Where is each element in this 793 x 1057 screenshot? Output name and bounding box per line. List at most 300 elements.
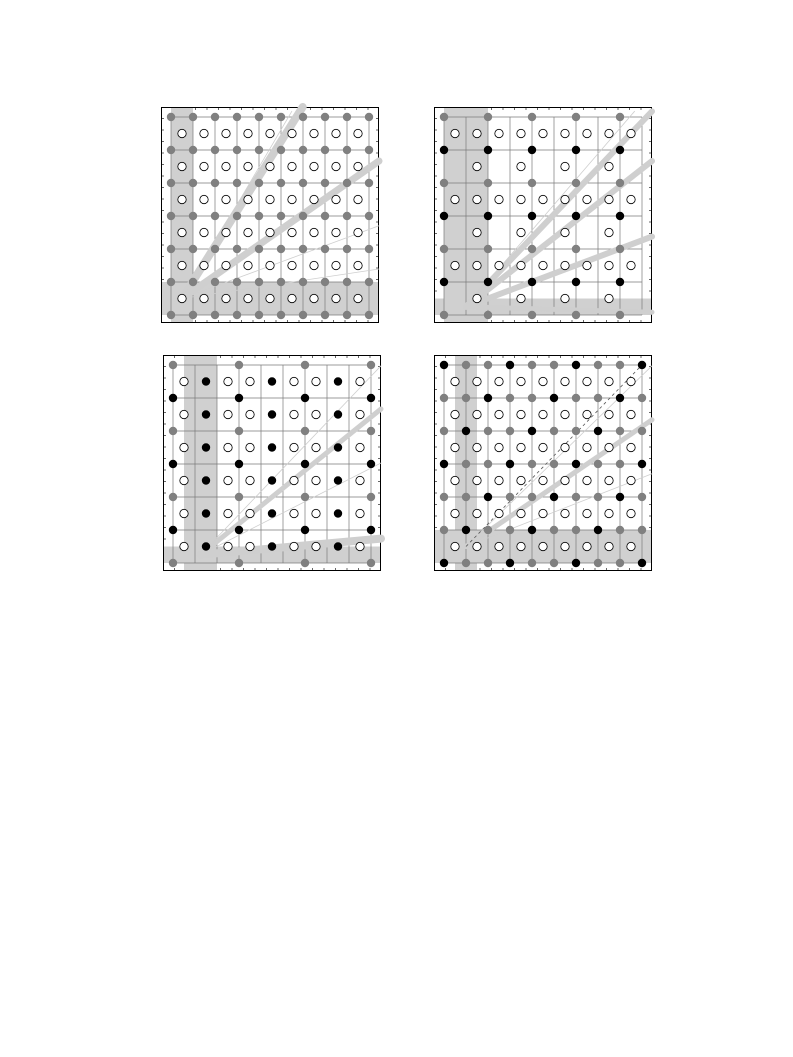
open-dot [539, 443, 547, 451]
open-dot [200, 129, 208, 137]
grey-dot [440, 427, 448, 435]
grey-dot [484, 245, 492, 253]
open-dot [224, 377, 232, 385]
grey-dot [343, 113, 351, 121]
grey-dot [506, 427, 514, 435]
open-dot [354, 261, 362, 269]
grey-dot [255, 179, 263, 187]
open-dot [224, 443, 232, 451]
grey-dot [299, 245, 307, 253]
open-dot [583, 476, 591, 484]
grey-dot [367, 427, 375, 435]
open-dot [539, 509, 547, 517]
grey-dot [301, 559, 309, 567]
open-dot [627, 261, 635, 269]
grey-dot [167, 278, 175, 286]
grey-dot [189, 212, 197, 220]
black-dot [301, 394, 309, 402]
black-dot [268, 509, 276, 517]
open-dot [495, 261, 503, 269]
black-dot [528, 278, 536, 286]
grey-dot [528, 311, 536, 319]
grey-dot [572, 179, 580, 187]
open-dot [495, 377, 503, 385]
open-dot [180, 443, 188, 451]
open-dot [605, 443, 613, 451]
open-dot [473, 410, 481, 418]
grey-dot [365, 278, 373, 286]
grey-dot [167, 311, 175, 319]
grey-dot [233, 179, 241, 187]
grey-dot [277, 212, 285, 220]
open-dot [222, 228, 230, 236]
black-dot [616, 493, 624, 501]
lattice-diagram-top-right [434, 107, 652, 323]
grey-dot [484, 460, 492, 468]
open-dot [561, 195, 569, 203]
grey-dot [343, 311, 351, 319]
open-dot [627, 443, 635, 451]
open-dot [517, 195, 525, 203]
open-dot [583, 542, 591, 550]
open-dot [224, 476, 232, 484]
open-dot [605, 377, 613, 385]
open-dot [539, 195, 547, 203]
grey-dot [189, 245, 197, 253]
black-dot [334, 476, 342, 484]
open-dot [451, 261, 459, 269]
grey-dot [462, 559, 470, 567]
grey-dot [462, 361, 470, 369]
black-dot [572, 361, 580, 369]
grey-dot [572, 245, 580, 253]
black-dot [440, 212, 448, 220]
open-dot [605, 195, 613, 203]
open-dot [605, 410, 613, 418]
grey-dot [301, 493, 309, 501]
grey-dot [365, 146, 373, 154]
open-dot [517, 476, 525, 484]
open-dot [583, 377, 591, 385]
black-dot [268, 476, 276, 484]
grey-dot [299, 179, 307, 187]
black-dot [301, 526, 309, 534]
black-dot [550, 493, 558, 501]
grey-dot [233, 146, 241, 154]
open-dot [222, 162, 230, 170]
open-dot [200, 195, 208, 203]
open-dot [288, 261, 296, 269]
open-dot [627, 410, 635, 418]
grey-dot [233, 212, 241, 220]
grey-dot [169, 361, 177, 369]
grey-dot [365, 179, 373, 187]
grey-dot [189, 278, 197, 286]
black-dot [334, 443, 342, 451]
grey-dot [343, 278, 351, 286]
open-dot [473, 476, 481, 484]
open-dot [561, 377, 569, 385]
open-dot [473, 542, 481, 550]
black-dot [616, 212, 624, 220]
grey-dot [167, 146, 175, 154]
open-dot [356, 476, 364, 484]
open-dot [451, 195, 459, 203]
open-dot [495, 542, 503, 550]
open-dot [561, 443, 569, 451]
black-dot [169, 394, 177, 402]
black-dot [506, 361, 514, 369]
open-dot [312, 410, 320, 418]
grey-dot [343, 245, 351, 253]
black-dot [572, 212, 580, 220]
grey-dot [528, 361, 536, 369]
black-dot [462, 427, 470, 435]
black-dot [616, 146, 624, 154]
grey-dot [506, 394, 514, 402]
open-dot [178, 261, 186, 269]
open-dot [246, 476, 254, 484]
open-dot [356, 443, 364, 451]
grey-dot [167, 179, 175, 187]
grey-dot [550, 460, 558, 468]
black-dot [169, 460, 177, 468]
black-dot [268, 410, 276, 418]
open-dot [539, 542, 547, 550]
grey-dot [365, 113, 373, 121]
open-dot [312, 476, 320, 484]
open-dot [246, 443, 254, 451]
open-dot [200, 228, 208, 236]
open-dot [356, 542, 364, 550]
black-dot [268, 542, 276, 550]
open-dot [561, 476, 569, 484]
open-dot [332, 195, 340, 203]
grey-dot [616, 427, 624, 435]
open-dot [244, 129, 252, 137]
black-dot [638, 559, 646, 567]
open-dot [473, 195, 481, 203]
grey-dot [277, 245, 285, 253]
grey-dot [235, 493, 243, 501]
open-dot [244, 195, 252, 203]
black-dot [528, 427, 536, 435]
open-dot [246, 509, 254, 517]
grey-dot [550, 427, 558, 435]
open-dot [495, 476, 503, 484]
open-dot [266, 294, 274, 302]
open-dot [310, 294, 318, 302]
open-dot [539, 476, 547, 484]
open-dot [310, 162, 318, 170]
open-dot [627, 509, 635, 517]
grey-dot [462, 493, 470, 501]
grey-dot [616, 361, 624, 369]
grey-dot [277, 113, 285, 121]
black-dot [594, 526, 602, 534]
grey-dot [440, 526, 448, 534]
grey-dot [169, 493, 177, 501]
black-dot [367, 394, 375, 402]
grey-dot [616, 113, 624, 121]
open-dot [561, 129, 569, 137]
open-dot [605, 162, 613, 170]
grey-dot [616, 245, 624, 253]
open-dot [451, 410, 459, 418]
open-dot [356, 509, 364, 517]
open-dot [310, 228, 318, 236]
open-dot [354, 195, 362, 203]
open-dot [473, 294, 481, 302]
open-dot [473, 129, 481, 137]
grey-dot [616, 559, 624, 567]
grey-dot [167, 113, 175, 121]
open-dot [495, 509, 503, 517]
grey-dot [484, 361, 492, 369]
open-dot [312, 542, 320, 550]
open-dot [180, 410, 188, 418]
black-dot [638, 361, 646, 369]
panel-top-left [161, 107, 379, 323]
open-dot [266, 129, 274, 137]
black-dot [550, 394, 558, 402]
grey-dot [572, 493, 580, 501]
open-dot [561, 410, 569, 418]
open-dot [290, 410, 298, 418]
grey-dot [211, 212, 219, 220]
open-dot [451, 509, 459, 517]
open-dot [583, 509, 591, 517]
open-dot [180, 377, 188, 385]
grey-dot [572, 427, 580, 435]
grey-dot [255, 113, 263, 121]
black-dot [334, 377, 342, 385]
open-dot [451, 476, 459, 484]
black-dot [268, 377, 276, 385]
grey-dot [638, 427, 646, 435]
grey-dot [299, 113, 307, 121]
open-dot [288, 129, 296, 137]
grey-dot [277, 311, 285, 319]
grey-dot [462, 460, 470, 468]
grey-dot [638, 394, 646, 402]
open-dot [266, 195, 274, 203]
open-dot [246, 377, 254, 385]
open-dot [290, 476, 298, 484]
grey-dot [528, 493, 536, 501]
open-dot [517, 162, 525, 170]
black-dot [484, 146, 492, 154]
open-dot [517, 509, 525, 517]
black-dot [638, 460, 646, 468]
black-dot [334, 410, 342, 418]
grey-dot [255, 278, 263, 286]
open-dot [222, 294, 230, 302]
open-dot [561, 228, 569, 236]
open-dot [180, 542, 188, 550]
open-dot [244, 294, 252, 302]
black-dot [440, 460, 448, 468]
grey-dot [277, 179, 285, 187]
open-dot [266, 228, 274, 236]
panel-top-right [434, 107, 652, 323]
black-dot [616, 278, 624, 286]
open-dot [178, 162, 186, 170]
black-dot [572, 559, 580, 567]
open-dot [605, 228, 613, 236]
open-dot [495, 410, 503, 418]
black-dot [572, 460, 580, 468]
grey-dot [299, 146, 307, 154]
grey-dot [528, 179, 536, 187]
open-dot [224, 542, 232, 550]
open-dot [244, 162, 252, 170]
black-dot [572, 278, 580, 286]
grey-dot [255, 245, 263, 253]
open-dot [605, 129, 613, 137]
open-dot [310, 195, 318, 203]
open-dot [266, 162, 274, 170]
grey-dot [169, 427, 177, 435]
open-dot [222, 195, 230, 203]
open-dot [517, 261, 525, 269]
grey-dot [211, 245, 219, 253]
open-dot [224, 410, 232, 418]
open-dot [310, 129, 318, 137]
grey-dot [299, 278, 307, 286]
grey-dot [616, 311, 624, 319]
grey-dot [233, 311, 241, 319]
grey-dot [321, 179, 329, 187]
grey-dot [528, 460, 536, 468]
grey-dot [367, 559, 375, 567]
grey-dot [550, 526, 558, 534]
open-dot [178, 294, 186, 302]
grey-dot [233, 113, 241, 121]
panel-bottom-left [163, 355, 381, 571]
grey-dot [550, 559, 558, 567]
grey-dot [572, 394, 580, 402]
grey-dot [484, 559, 492, 567]
open-dot [288, 294, 296, 302]
open-dot [473, 162, 481, 170]
black-dot [484, 212, 492, 220]
grey-dot [189, 311, 197, 319]
grey-dot [365, 245, 373, 253]
grey-dot [189, 113, 197, 121]
grey-dot [301, 427, 309, 435]
open-dot [332, 261, 340, 269]
black-dot [506, 559, 514, 567]
open-dot [605, 294, 613, 302]
grey-dot [440, 311, 448, 319]
grey-dot [321, 245, 329, 253]
grey-dot [211, 179, 219, 187]
grey-dot [301, 361, 309, 369]
grey-dot [594, 460, 602, 468]
black-dot [301, 460, 309, 468]
open-dot [178, 195, 186, 203]
open-dot [246, 542, 254, 550]
open-dot [473, 261, 481, 269]
open-dot [224, 509, 232, 517]
lattice-diagram-bottom-right [434, 355, 652, 571]
open-dot [266, 261, 274, 269]
grey-dot [167, 212, 175, 220]
black-dot [572, 146, 580, 154]
grey-dot [594, 361, 602, 369]
grey-dot [343, 212, 351, 220]
black-dot [484, 493, 492, 501]
grey-dot [321, 113, 329, 121]
black-dot [616, 394, 624, 402]
open-dot [180, 509, 188, 517]
open-dot [473, 377, 481, 385]
grey-dot [277, 278, 285, 286]
grey-dot [211, 146, 219, 154]
black-dot [367, 526, 375, 534]
grey-dot [484, 311, 492, 319]
black-dot [202, 377, 210, 385]
grey-dot [277, 146, 285, 154]
open-dot [561, 261, 569, 269]
open-dot [332, 294, 340, 302]
open-dot [561, 509, 569, 517]
open-dot [200, 162, 208, 170]
open-dot [354, 228, 362, 236]
open-dot [539, 129, 547, 137]
black-dot [484, 394, 492, 402]
grey-dot [484, 179, 492, 187]
grey-dot [299, 311, 307, 319]
grey-dot [343, 146, 351, 154]
grey-dot [440, 113, 448, 121]
open-dot [312, 377, 320, 385]
black-dot [440, 559, 448, 567]
open-dot [583, 261, 591, 269]
open-dot [583, 410, 591, 418]
grey-dot [528, 245, 536, 253]
open-dot [222, 129, 230, 137]
grey-dot [255, 212, 263, 220]
open-dot [517, 410, 525, 418]
open-dot [332, 129, 340, 137]
open-dot [178, 129, 186, 137]
black-dot [268, 443, 276, 451]
grey-dot [506, 526, 514, 534]
open-dot [561, 542, 569, 550]
open-dot [517, 443, 525, 451]
grey-dot [235, 361, 243, 369]
open-dot [627, 129, 635, 137]
grey-dot [233, 245, 241, 253]
grey-dot [594, 559, 602, 567]
open-dot [290, 377, 298, 385]
open-dot [627, 476, 635, 484]
black-dot [235, 460, 243, 468]
grey-dot [550, 361, 558, 369]
open-dot [561, 162, 569, 170]
black-dot [440, 146, 448, 154]
grey-dot [528, 559, 536, 567]
open-dot [495, 443, 503, 451]
open-dot [517, 294, 525, 302]
grey-dot [321, 278, 329, 286]
grey-dot [367, 493, 375, 501]
open-dot [290, 509, 298, 517]
grey-dot [484, 113, 492, 121]
black-dot [334, 542, 342, 550]
